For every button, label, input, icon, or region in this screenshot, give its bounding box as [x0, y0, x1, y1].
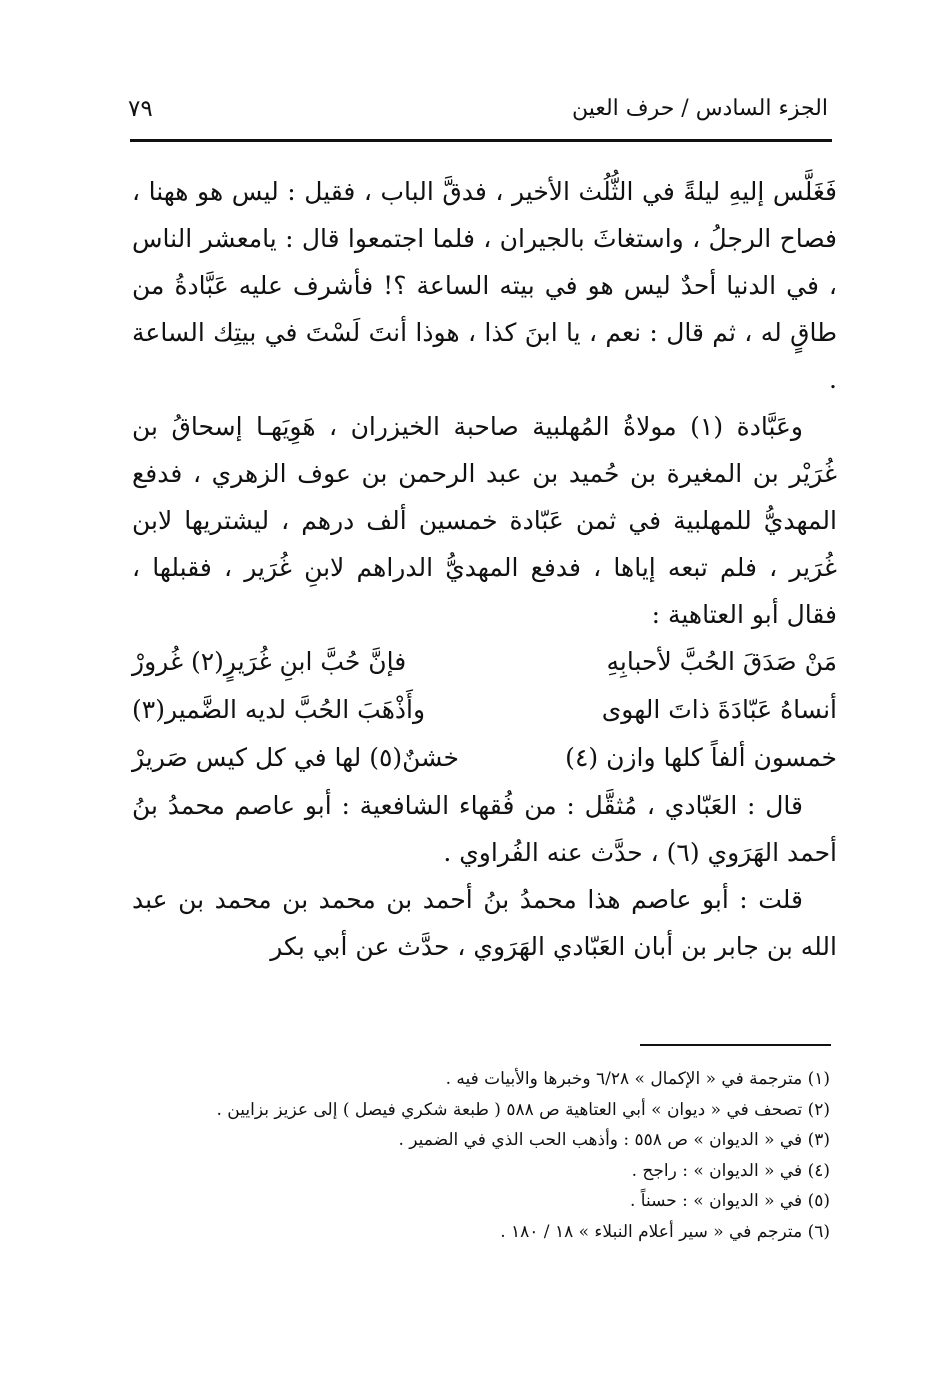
main-text: [132, 168, 837, 970]
poem-verse: [132, 686, 837, 734]
verse-second-hemistich: فإنَّ حُبَّ ابنِ غُرَيرٍ(٢) غُرورْ: [132, 647, 407, 676]
verse-first-hemistich: خمسون ألفاً كلها وازن (٤): [565, 743, 837, 772]
footnote-1: (١) مترجمة في « الإكمال » ٦/٢٨ وخبرها والأبيات فيه .: [445, 1069, 830, 1089]
header-rule: [130, 139, 832, 142]
paragraph-1: فَغَلَّس إليهِ ليلةً في الثُّلُث الأخير ، فدقَّ الباب ، فقيل : ليس هو ههنا ، فصاح الرجلُ ، واستغاثَ بالجيران ، فلما اجتمعوا قال : يامعشر الناس ، في الدنيا أحدٌ ليس هو في بيته الساعة ؟! فأشرف عليه عَبَّادةُ من طاقٍ له ، ثم قال : نعم ، يا ابنَ كذا ، هوذا أنتَ لَسْتَ في بيتِك الساعة .: [132, 177, 837, 394]
verse-second-hemistich: وأَذْهَبَ الحُبَّ لديه الضَّمير(٣): [132, 695, 426, 724]
poem: [132, 638, 837, 782]
paragraph-2: وعَبَّادة (١) مولاةُ المُهلبية صاحبة الخيزران ، هَوِيَهـا إسحاقُ بن غُرَيْر بن المغيرة بن حُميد بن عبد الرحمن بن عوف الزهري ، فدفع المهديُّ للمهلبية في ثمن عَبّادة خمسين ألف درهم ، ليشتريها لابن غُرَير ، فلم تبعه إياها ، فدفع المهديُّ الدراهم لابنِ غُرَير ، فقبلها ، فقال أبو العتاهية :: [132, 412, 837, 629]
verse-first-hemistich: مَنْ صَدَقَ الحُبَّ لأحبابِهِ: [606, 647, 837, 676]
verse-first-hemistich: أنساهُ عَبّادَةَ ذاتَ الهوى: [601, 695, 837, 724]
page-header: [128, 96, 828, 130]
footnotes: [140, 1064, 830, 1247]
footnote-5: (٥) في « الديوان » : حسناً .: [629, 1191, 830, 1211]
paragraph-4: قلت : أبو عاصم هذا محمدُ بنُ أحمد بن محمد بن محمد بن عبد الله بن جابر بن أبان العَبّادي الهَرَوي ، حدَّث عن أبي بكر: [132, 885, 837, 961]
footnote-4: (٤) في « الديوان » : راجح .: [631, 1160, 830, 1181]
page-number: ٧٩: [128, 96, 153, 122]
poem-verse: [132, 638, 837, 686]
footnote-2: (٢) تصحف في « ديوان » أبي العتاهية ص ٥٨٨ ( طبعة شكري فيصل ) إلى عزيز بزايين .: [216, 1099, 830, 1120]
running-title: الجزء السادس / حرف العين: [571, 96, 828, 121]
paragraph-3: قال : العَبّادي ، مُثقَّل : من فُقهاء الشافعية : أبو عاصم محمدُ بنُ أحمد الهَرَوي (٦) ، حدَّث عنه الفُراوي .: [132, 791, 837, 867]
footnote-6: (٦) مترجم في « سير أعلام النبلاء » ١٨ / ١٨٠ .: [500, 1221, 830, 1242]
footnote-3: (٣) في « الديوان » ص ٥٥٨ : وأذهب الحب الذي في الضمير .: [398, 1130, 830, 1150]
verse-second-hemistich: خشنٌ(٥) لها في كل كيس صَريرْ: [132, 743, 459, 772]
footnote-rule: [640, 1044, 831, 1046]
poem-verse: [132, 734, 837, 782]
